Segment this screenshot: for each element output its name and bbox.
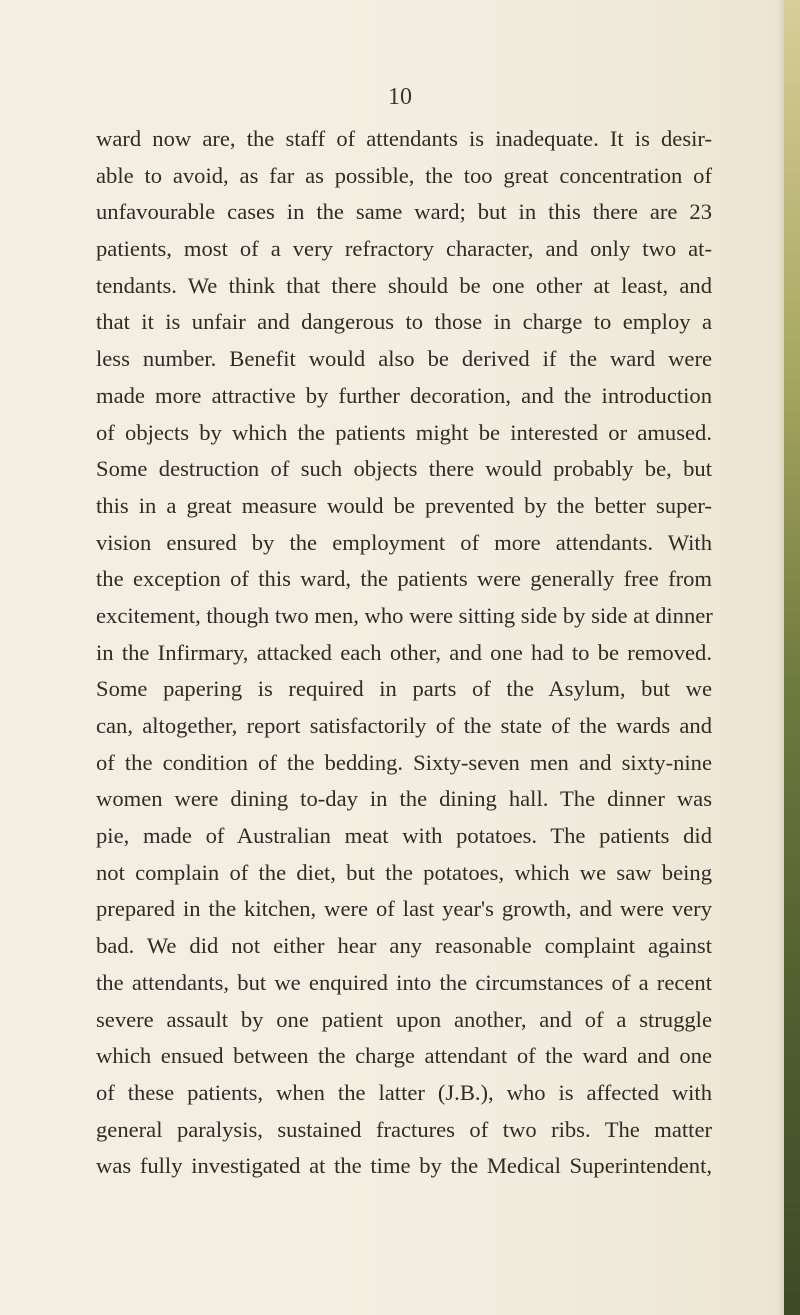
text-line: bad. We did not either hear any reasonable complaint against [96, 933, 712, 959]
text-line: able to avoid, as far as possible, the too great concentration of [96, 162, 712, 188]
text-line: can, altogether, report satisfactorily of the state of the wards and [96, 713, 712, 738]
text-line: that it is unfair and dangerous to those in charge to employ a [96, 309, 712, 335]
page-number: 10 [388, 84, 412, 110]
text-line: the exception of this ward, the patients were generally free from [96, 566, 712, 592]
text-line: less number. Benefit would also be derived if the ward were [96, 346, 712, 372]
text-line: not complain of the diet, but the potatoes, which we saw being [96, 859, 712, 885]
text-line: tendants. We think that there should be one other at least, and [96, 272, 712, 298]
text-line: unfavourable cases in the same ward; but in this there are 23 [96, 199, 712, 225]
text-line: of objects by which the patients might be interested or amused. [96, 419, 712, 445]
text-line: which ensued between the charge attendant of the ward and one [96, 1043, 712, 1069]
text-line: Some papering is required in parts of the Asylum, but we [96, 676, 712, 702]
text-line: this in a great measure would be prevented by the better super- [96, 492, 712, 518]
text-line: severe assault by one patient upon another, and of a struggle [96, 1006, 712, 1032]
text-line: pie, made of Australian meat with potatoes. The patients did [96, 823, 712, 849]
text-line: Some destruction of such objects there would probably be, but [96, 456, 712, 482]
text-line: general paralysis, sustained fractures of two ribs. The matter [96, 1116, 712, 1142]
text-line: in the Infirmary, attacked each other, and one had to be removed. [96, 639, 712, 665]
text-line: women were dining to-day in the dining hall. The dinner was [96, 786, 712, 812]
text-line: vision ensured by the employment of more attendants. With [96, 529, 712, 555]
text-line: ward now are, the staff of attendants is inadequate. It is desir- [96, 126, 712, 151]
text-line: excitement, though two men, who were sitting side by side at dinner [96, 602, 713, 628]
text-line: was fully investigated at the time by the Medical Superintendent, [96, 1153, 712, 1179]
text-line: patients, most of a very refractory character, and only two at- [96, 236, 712, 262]
body-text [96, 121, 712, 1185]
text-line: of the condition of the bedding. Sixty-seven men and sixty-nine [96, 749, 712, 775]
text-line: of these patients, when the latter (J.B.), who is affected with [96, 1079, 712, 1105]
text-line: made more attractive by further decoration, and the introduction [96, 382, 712, 408]
page-edge-discoloration [784, 0, 800, 1315]
text-line: prepared in the kitchen, were of last year's growth, and were very [96, 896, 712, 922]
text-line: the attendants, but we enquired into the circumstances of a recent [96, 969, 712, 995]
